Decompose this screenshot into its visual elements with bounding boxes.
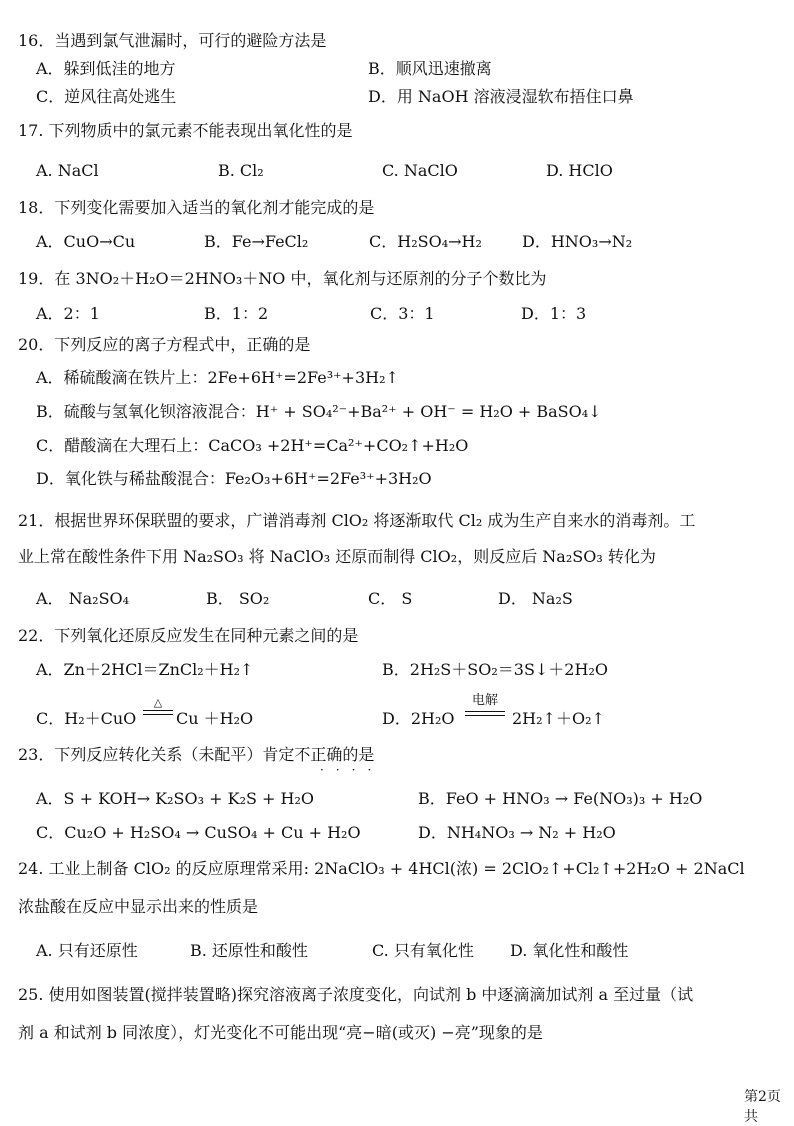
q24-option-c: C. 只有氧化性 <box>372 941 474 960</box>
q20-stem: 20．下列反应的离子方程式中，正确的是 <box>18 335 311 354</box>
q20-option-d: D．氧化铁与稀盐酸混合：Fe₂O₃+6H⁺=2Fe³⁺+3H₂O <box>36 469 432 488</box>
q24-option-a: A. 只有还原性 <box>36 941 138 960</box>
q22-option-c-left: C．H₂＋CuO <box>36 709 137 728</box>
q20-option-a: A．稀硫酸滴在铁片上：2Fe+6H⁺=2Fe³⁺+3H₂↑ <box>36 368 399 387</box>
q17-stem: 17. 下列物质中的氯元素不能表现出氧化性的是 <box>18 121 353 140</box>
q24-option-d: D. 氧化性和酸性 <box>510 941 629 960</box>
q22-stem: 22．下列氧化还原反应发生在同种元素之间的是 <box>18 626 359 645</box>
q16-option-b: B．顺风迅速撤离 <box>368 59 492 78</box>
q16-option-c: C．逆风往高处逃生 <box>36 87 177 106</box>
equals-bar-top <box>143 710 173 711</box>
equals-bar-top <box>465 711 505 712</box>
q24-option-b: B. 还原性和酸性 <box>190 941 308 960</box>
q19-stem: 19．在 3NO₂＋H₂O＝2HNO₃＋NO 中，氧化剂与还原剂的分子个数比为 <box>18 269 547 288</box>
q22-option-d-right: 2H₂↑＋O₂↑ <box>512 709 605 728</box>
q23-stem: 23．下列反应转化关系（未配平）肯定不正确的是 <box>18 745 375 764</box>
electrolysis-label: 电解 <box>471 693 498 708</box>
q17-option-d: D. HClO <box>546 161 613 180</box>
q18-option-b: B．Fe→FeCl₂ <box>204 232 309 251</box>
q21-option-d: D． Na₂S <box>498 589 573 608</box>
q22-option-b: B．2H₂S＋SO₂＝3S↓＋2H₂O <box>382 660 608 679</box>
q16-option-a: A．躲到低洼的地方 <box>36 59 176 78</box>
q19-option-a: A．2：1 <box>36 304 100 323</box>
q17-option-c: C. NaClO <box>382 161 458 180</box>
q22-option-a: A．Zn＋2HCl＝ZnCl₂＋H₂↑ <box>36 660 254 679</box>
q19-option-b: B．1：2 <box>204 304 269 323</box>
q18-option-d: D．HNO₃→N₂ <box>522 232 633 251</box>
q21-option-b: B． SO₂ <box>206 589 270 608</box>
equals-bar-bottom <box>143 714 173 715</box>
emphasis-dots: ···· <box>320 763 384 777</box>
q16-option-d: D．用 NaOH 溶液浸湿软布捂住口鼻 <box>368 87 634 106</box>
q23-option-b: B．FeO + HNO₃ → Fe(NO₃)₃ + H₂O <box>418 789 703 808</box>
q21-stem-line1: 21．根据世界环保联盟的要求，广谱消毒剂 ClO₂ 将逐渐取代 Cl₂ 成为生产自来水的消毒剂。工 <box>18 511 696 530</box>
equals-bar-bottom <box>465 715 505 716</box>
q22-option-c-right: Cu ＋H₂O <box>176 709 254 728</box>
q21-option-a: A． Na₂SO₄ <box>36 589 130 608</box>
q18-option-a: A．CuO→Cu <box>36 232 136 251</box>
q25-stem-line1: 25. 使用如图装置(搅拌装置略)探究溶液离子浓度变化，向试剂 b 中逐滴滴加试剂 a 至过量（试 <box>18 985 694 1004</box>
page-number: 第2页 共 <box>744 1089 781 1125</box>
q17-option-b: B. Cl₂ <box>218 161 264 180</box>
q25-stem-line2: 剂 a 和试剂 b 同浓度），灯光变化不可能出现“亮−暗(或灭) −亮”现象的是 <box>18 1023 543 1042</box>
q23-option-c: C．Cu₂O + H₂SO₄ → CuSO₄ + Cu + H₂O <box>36 823 361 842</box>
q20-option-c: C．醋酸滴在大理石上：CaCO₃ +2H⁺=Ca²⁺+CO₂↑+H₂O <box>36 436 469 455</box>
q18-stem: 18．下列变化需要加入适当的氧化剂才能完成的是 <box>18 198 375 217</box>
q21-stem-line2: 业上常在酸性条件下用 Na₂SO₃ 将 NaClO₃ 还原而制得 ClO₂，则反应后 Na₂SO₃ 转化为 <box>18 547 656 566</box>
q23-option-d: D．NH₄NO₃ → N₂ + H₂O <box>418 823 616 842</box>
heating-symbol: △ <box>153 696 163 709</box>
heating-equals-sign <box>141 696 175 725</box>
q24-stem-line2: 浓盐酸在反应中显示出来的性质是 <box>18 897 259 916</box>
q19-option-c: C．3：1 <box>370 304 435 323</box>
q22-option-d-left: D．2H₂O <box>382 709 455 728</box>
electrolysis-equals-sign <box>463 694 507 724</box>
q23-option-a: A．S + KOH→ K₂SO₃ + K₂S + H₂O <box>36 789 315 808</box>
q16-stem: 16．当遇到氯气泄漏时，可行的避险方法是 <box>18 31 327 50</box>
q21-option-c: C． S <box>368 589 413 608</box>
q24-stem-line1: 24. 工业上制备 ClO₂ 的反应原理常采用: 2NaClO₃ + 4HCl(浓) = 2ClO₂↑+Cl₂↑+2H₂O + 2NaCl <box>18 859 745 878</box>
q18-option-c: C．H₂SO₄→H₂ <box>369 232 482 251</box>
q19-option-d: D．1：3 <box>521 304 587 323</box>
q17-option-a: A. NaCl <box>36 161 99 180</box>
q20-option-b: B．硫酸与氢氧化钡溶液混合：H⁺ + SO₄²⁻+Ba²⁺ + OH⁻ = H₂O + BaSO₄↓ <box>36 402 602 421</box>
